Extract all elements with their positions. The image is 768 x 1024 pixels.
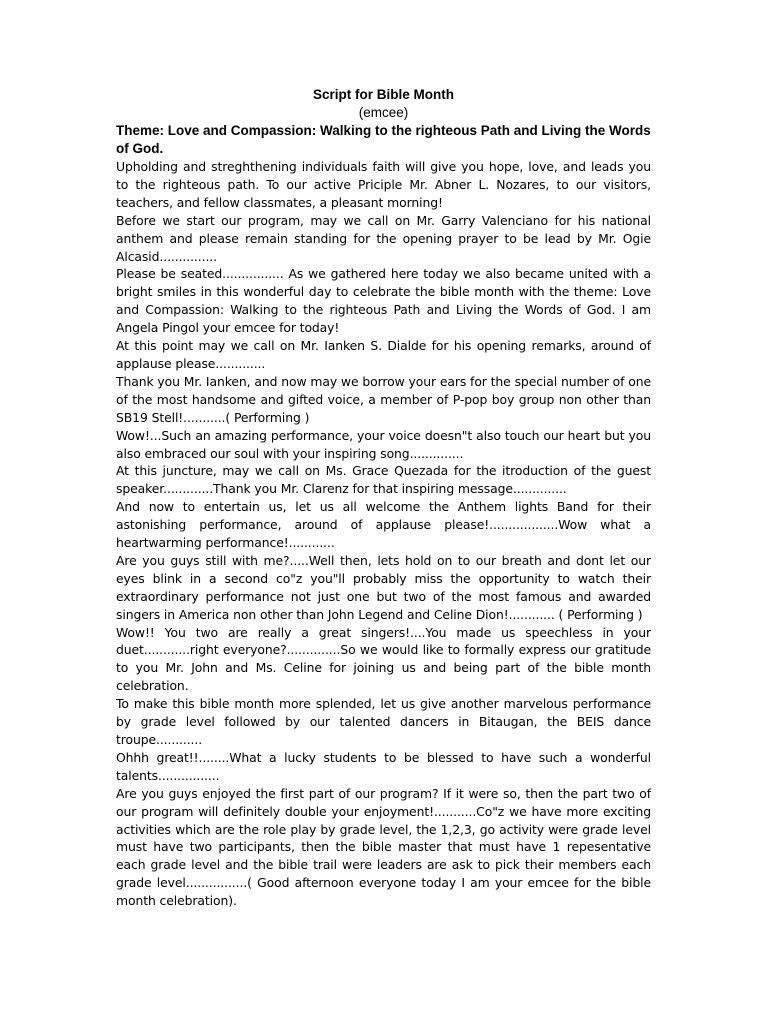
paragraph-2: Before we start our program, may we call on Mr. Garry Valenciano for his national anthem and please remain standing for the opening prayer to be lead by Mr. Ogie Alcasid............... <box>116 212 651 264</box>
paragraph-5: Thank you Mr. Ianken, and now may we borrow your ears for the special number of one of the most handsome and gifted voice, a member of P-pop boy group non other than SB19 Stell!...........( Performing ) <box>116 373 651 425</box>
document-body <box>116 86 651 910</box>
paragraph-3: Please be seated................ As we gathered here today we also became united with a bright smiles in this wonderful day to celebrate the bible month with the theme: Love and Compassion: Walking to the righteous Path and Living the Words of God. I am Angela Pingol your emcee for today! <box>116 266 651 336</box>
document-title: Script for Bible Month <box>313 87 454 102</box>
paragraph-4: At this point may we call on Mr. Ianken S. Dialde for his opening remarks, around of applause please............. <box>116 338 651 371</box>
paragraph-12: Ohhh great!!........What a lucky students to be blessed to have such a wonderful talents................ <box>116 749 651 783</box>
paragraph-10: Wow!! You two are really a great singers!....You made us speechless in your duet............right everyone?..............So we would like to formally express our gratitude to you Mr. John and Ms. Celine for joining us and being part of the bible month celebration. <box>116 624 651 694</box>
paragraph-1: Upholding and streghthening individuals faith will give you hope, love, and leads you to the righteous path. To our active Priciple Mr. Abner L. Nozares, to our visitors, teachers, and fellow classmates, a pleasant morning! <box>116 159 651 210</box>
paragraph-6: Wow!...Such an amazing performance, your voice doesn"t also touch our heart but you also embraced our soul with your inspiring song.............. <box>116 427 651 461</box>
paragraph-7: At this juncture, may we call on Ms. Grace Quezada for the itroduction of the guest speaker.............Thank you Mr. Clarenz for that inspiring message.............. <box>116 463 651 497</box>
paragraph-8: And now to entertain us, let us all welcome the Anthem lights Band for their astonishing performance, around of applause please!..................Wow what a heartwarming performance!............ <box>116 499 651 551</box>
paragraph-9: Are you guys still with me?.....Well then, lets hold on to our breath and dont let our eyes blink in a second co"z you"ll probably miss the opportunity to watch their extraordinary performance not just one but two of the most famous and awarded singers in America non other than John Legend and Celine Dion!............ ( Performing ) <box>116 552 651 622</box>
document-theme: Theme: Love and Compassion: Walking to the righteous Path and Living the Words of God. <box>116 123 651 156</box>
paragraph-13: Are you guys enjoyed the first part of our program? If it were so, then the part two of our program will definitely double your enjoyment!...........Co"z we have more exciting activities which are the role play by grade level, the 1,2,3, go activity were grade level must have two participants, then the bible master that must have 1 repesentative each grade level and the bible trail were leaders are ask to pick their members each grade level................( Good afternoon everyone today I am your emcee for the bible month celebration). <box>116 785 651 909</box>
paragraph-11: To make this bible month more splended, let us give another marvelous performance by grade level followed by our talented dancers in Bitaugan, the BEIS dance troupe............ <box>116 696 651 747</box>
document-subtitle: (emcee) <box>358 105 409 120</box>
